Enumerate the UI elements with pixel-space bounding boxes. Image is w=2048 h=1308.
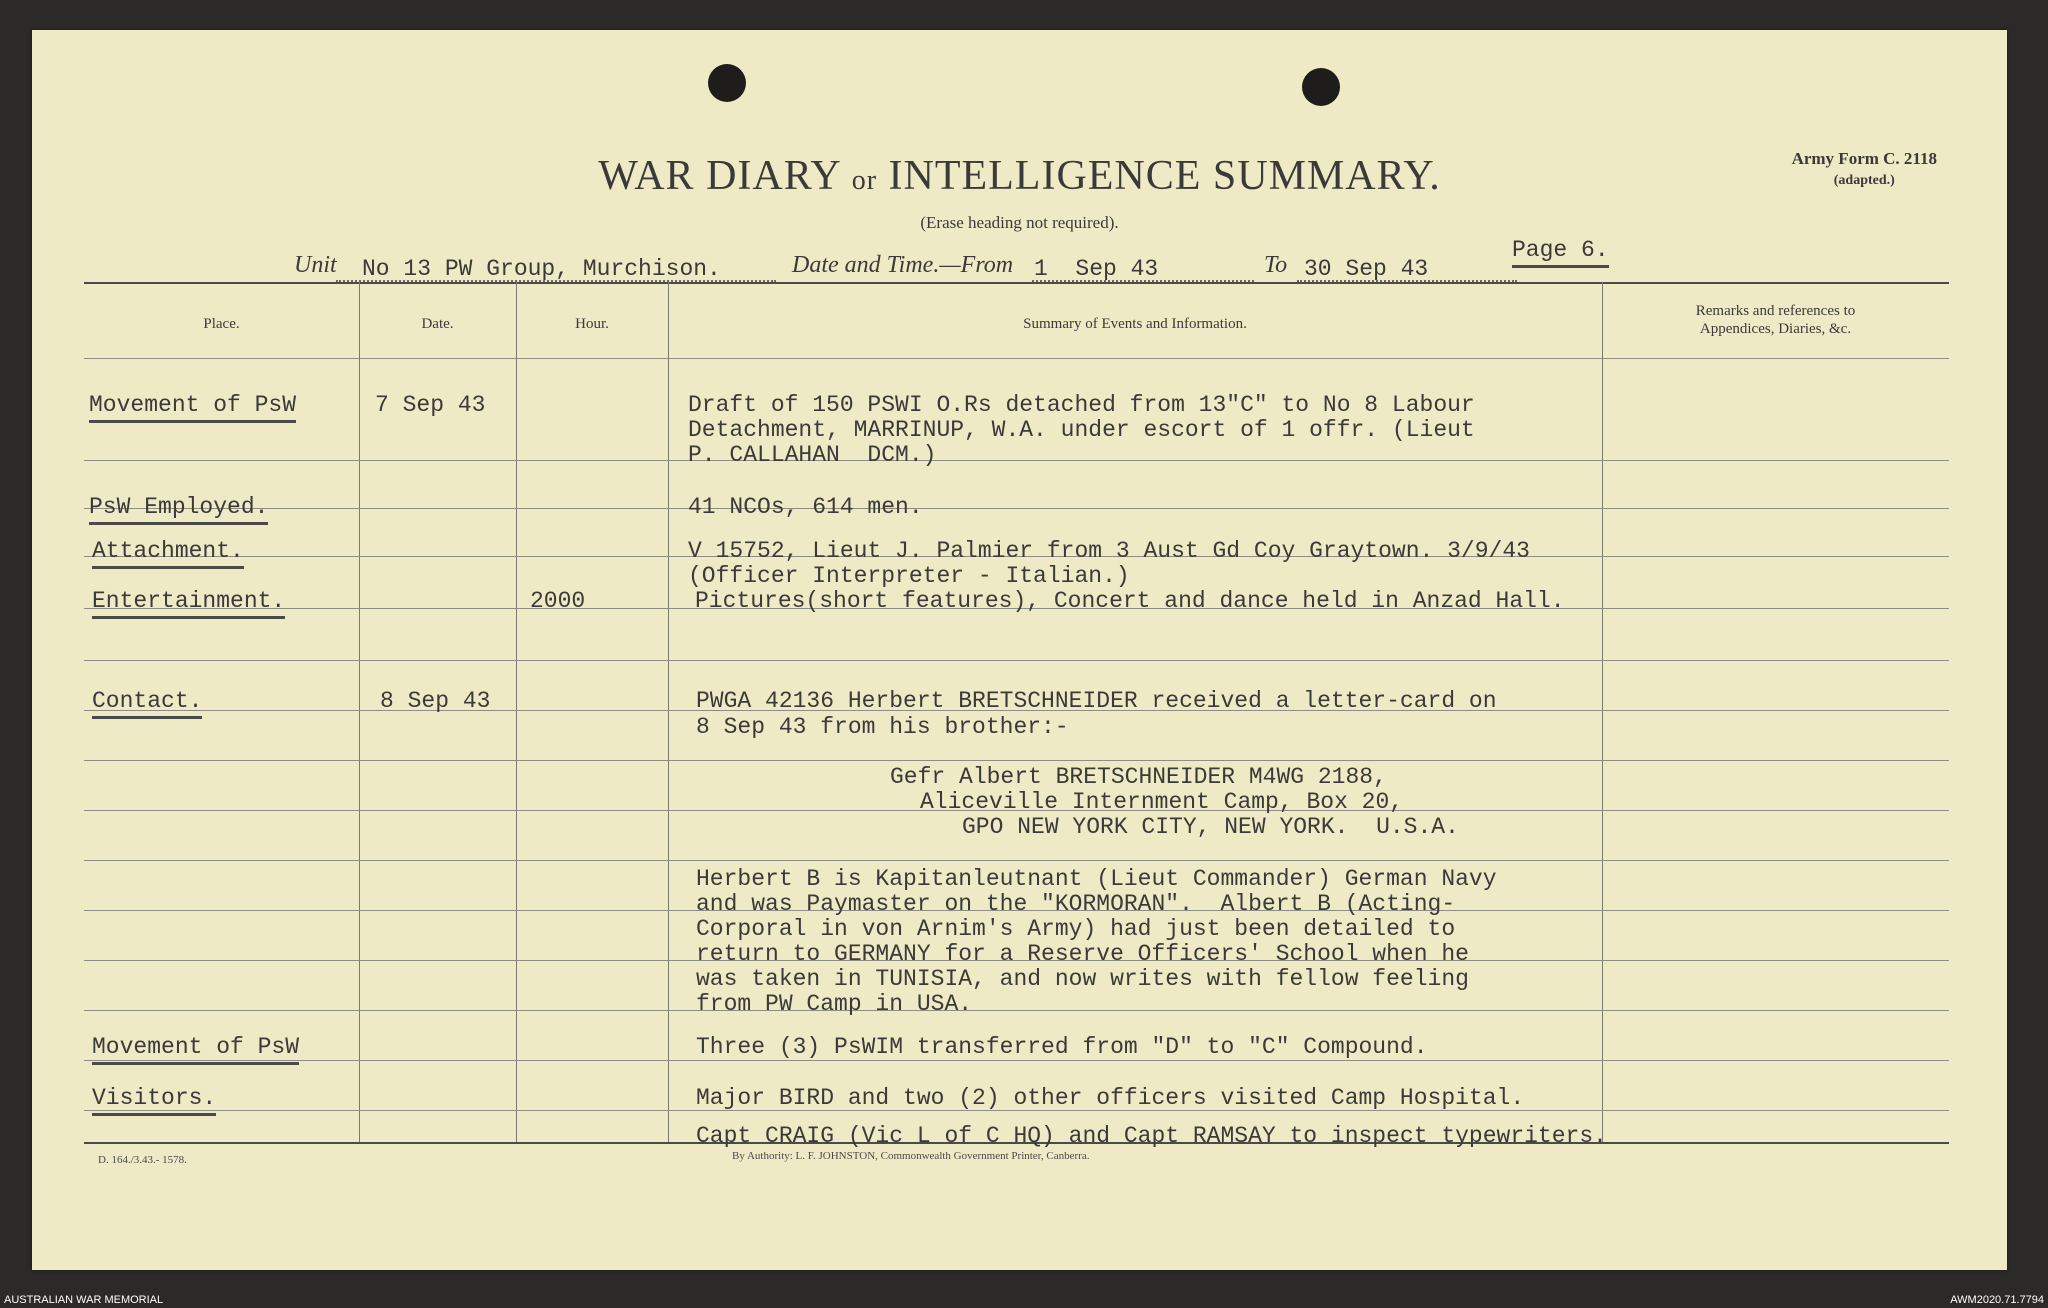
remarks-header-line-1: Remarks and references to [1695, 303, 1856, 319]
paragraph-line-5: was taken in TUNISIA, and now writes with fellow feeling [696, 966, 1469, 992]
address-line-2: Aliceville Internment Camp, Box 20, [920, 789, 1404, 815]
summary-contact-line-2: 8 Sep 43 from his brother:- [696, 714, 1069, 740]
punch-hole-left [708, 64, 746, 102]
summary-contact-line-1: PWGA 42136 Herbert BRETSCHNEIDER received a letter-card on [696, 688, 1497, 714]
summary-employed: 41 NCOs, 614 men. [688, 494, 923, 520]
row-rule [84, 1010, 1949, 1011]
place-movement-2 [92, 1034, 299, 1060]
title-war-diary: WAR DIARY [598, 153, 841, 199]
army-form-adapted: (adapted.) [1833, 173, 1895, 188]
date-contact: 8 Sep 43 [380, 688, 491, 714]
table-top-border [84, 282, 1949, 284]
summary-movement-1-line-1: Draft of 150 PSWI O.Rs detached from 13"C" to No 8 Labour [688, 392, 1475, 418]
row-rule [84, 508, 1949, 509]
row-rule [84, 860, 1949, 861]
place-attachment [92, 538, 244, 564]
page-number-text: Page 6. [1512, 237, 1609, 268]
column-divider-place [359, 282, 360, 1142]
document-title [32, 152, 2007, 200]
document-page [32, 30, 2007, 1270]
place-employed-text: PsW Employed. [89, 494, 268, 525]
summary-entertainment: Pictures(short features), Concert and dance held in Anzad Hall. [695, 588, 1565, 614]
unit-label: Unit [294, 252, 337, 278]
row-rule [84, 660, 1949, 661]
row-rule [84, 460, 1949, 461]
place-movement-1 [89, 392, 296, 418]
address-line-3: GPO NEW YORK CITY, NEW YORK. U.S.A. [962, 814, 1459, 840]
summary-movement-2: Three (3) PsWIM transferred from "D" to "C" Compound. [696, 1034, 1428, 1060]
paragraph-line-6: from PW Camp in USA. [696, 991, 973, 1017]
place-entertainment-text: Entertainment. [92, 588, 285, 619]
army-form-label [1792, 148, 1937, 192]
summary-movement-1-line-3: P. CALLAHAN DCM.) [688, 442, 937, 468]
place-movement-2-text: Movement of PsW [92, 1034, 299, 1065]
column-header-place: Place. [203, 316, 240, 332]
place-visitors [92, 1085, 216, 1111]
form-code: D. 164./3.43.- 1578. [98, 1154, 187, 1166]
caption-institution: AUSTRALIAN WAR MEMORIAL [4, 1294, 164, 1306]
column-header-summary: Summary of Events and Information. [1023, 316, 1247, 332]
from-value: 1 Sep 43 [1034, 256, 1159, 282]
summary-attachment-line-1: V 15752, Lieut J. Palmier from 3 Aust Gd Coy Graytown. 3/9/43 [688, 538, 1530, 564]
row-rule [84, 1060, 1949, 1061]
page-number [1512, 237, 1609, 263]
place-visitors-text: Visitors. [92, 1085, 216, 1116]
to-value: 30 Sep 43 [1304, 256, 1429, 282]
summary-visitors-line-2: Capt CRAIG (Vic L of C HQ) and Capt RAMSAY to inspect typewriters. [696, 1123, 1607, 1149]
header-divider [84, 358, 1949, 359]
remarks-header-line-2: Appendices, Diaries, &c. [1699, 321, 1852, 337]
place-contact [92, 688, 202, 714]
column-divider-summary [1602, 282, 1603, 1142]
punch-hole-right [1302, 68, 1340, 106]
column-header-remarks [1602, 302, 1949, 338]
erase-note: (Erase heading not required). [920, 213, 1119, 232]
date-time-label: Date and Time.—From [792, 252, 1014, 278]
army-form-number: Army Form C. 2118 [1791, 149, 1937, 168]
caption-accession-number: AWM2020.71.7794 [1950, 1294, 2044, 1306]
place-entertainment [92, 588, 285, 614]
printer-authority: By Authority: L. F. JOHNSTON, Commonwealth Government Printer, Canberra. [732, 1150, 1090, 1162]
column-divider-hour [668, 282, 669, 1142]
address-line-1: Gefr Albert BRETSCHNEIDER M4WG 2188, [890, 764, 1387, 790]
title-intelligence-summary: INTELLIGENCE SUMMARY. [888, 153, 1441, 199]
summary-attachment-line-2: (Officer Interpreter - Italian.) [688, 563, 1130, 589]
summary-visitors-line-1: Major BIRD and two (2) other officers visited Camp Hospital. [696, 1085, 1525, 1111]
title-or: or [851, 165, 878, 196]
place-employed [89, 494, 268, 520]
summary-movement-1-line-2: Detachment, MARRINUP, W.A. under escort of 1 offr. (Lieut [688, 417, 1475, 443]
paragraph-line-2: and was Paymaster on the "KORMORAN". Albert B (Acting- [696, 891, 1456, 917]
column-header-hour: Hour. [575, 316, 609, 332]
column-header-date: Date. [421, 316, 454, 332]
column-divider-date [516, 282, 517, 1142]
place-movement-1-text: Movement of PsW [89, 392, 296, 423]
hour-entertainment: 2000 [530, 588, 586, 614]
unit-value: No 13 PW Group, Murchison. [362, 256, 721, 282]
to-label: To [1264, 252, 1288, 278]
paragraph-line-1: Herbert B is Kapitanleutnant (Lieut Commander) German Navy [696, 866, 1497, 892]
paragraph-line-4: return to GERMANY for a Reserve Officers' School when he [696, 941, 1469, 967]
date-movement-1: 7 Sep 43 [375, 392, 486, 418]
place-attachment-text: Attachment. [92, 538, 244, 569]
place-contact-text: Contact. [92, 688, 202, 719]
paragraph-line-3: Corporal in von Arnim's Army) had just been detailed to [696, 916, 1456, 942]
row-rule [84, 760, 1949, 761]
